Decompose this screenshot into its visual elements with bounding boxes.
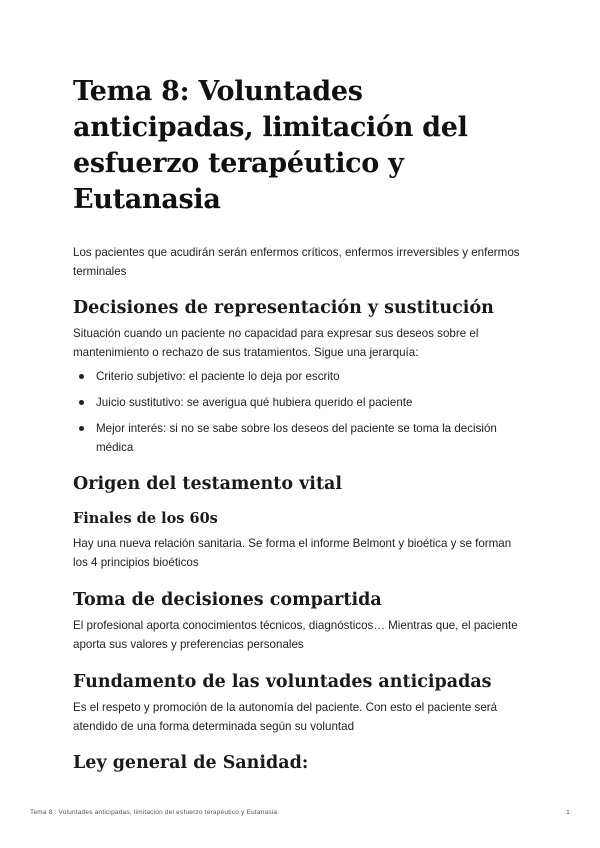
footer-text: Tema 8 : Voluntades anticipadas, limitación del esfuerzo terapéutico y Eutanasia. [30, 809, 280, 816]
toma-paragraph: El profesional aporta conocimientos técnicos, diagnósticos… Mientras que, el paciente aporta sus valores y preferencias personales [73, 619, 518, 651]
page-footer [30, 809, 570, 816]
fundamento-paragraph: Es el respeto y promoción de la autonomía del paciente. Con esto el paciente será atendido de una forma determinada según su voluntad [73, 701, 498, 733]
bullet-icon [79, 426, 84, 431]
heading-fundamento: Fundamento de las voluntades anticipadas [73, 672, 492, 692]
decisiones-paragraph: Situación cuando un paciente no capacidad para expresar sus deseos sobre el mantenimiento o rechazo de sus tratamientos. Sigue una jerarquía: [73, 327, 479, 359]
list-item: Juicio sustitutivo: se averigua qué hubiera querido el paciente [73, 393, 523, 412]
heading-decisiones: Decisiones de representación y sustitución [73, 298, 494, 318]
subheading-finales: Finales de los 60s [73, 510, 218, 527]
heading-origen: Origen del testamento vital [73, 474, 343, 494]
heading-ley: Ley general de Sanidad: [73, 753, 309, 773]
intro-paragraph: Los pacientes que acudirán serán enfermos críticos, enfermos irreversibles y enfermos terminales [73, 246, 520, 278]
heading-toma: Toma de decisiones compartida [73, 590, 382, 610]
list-item: Criterio subjetivo: el paciente lo deja por escrito [73, 367, 523, 386]
bullet-icon [79, 374, 84, 379]
origen-paragraph: Hay una nueva relación sanitaria. Se forma el informe Belmont y bioética y se forman los 4 principios bioéticos [73, 537, 512, 569]
page-title: Tema 8: Voluntades anticipadas, limitación del esfuerzo terapéutico y Eutanasia [73, 76, 468, 215]
decisiones-list [73, 367, 523, 464]
list-item: Mejor interés: si no se sabe sobre los deseos del paciente se toma la decisión médica [73, 419, 523, 457]
page-number: 1 [566, 809, 570, 816]
bullet-icon [79, 400, 84, 405]
